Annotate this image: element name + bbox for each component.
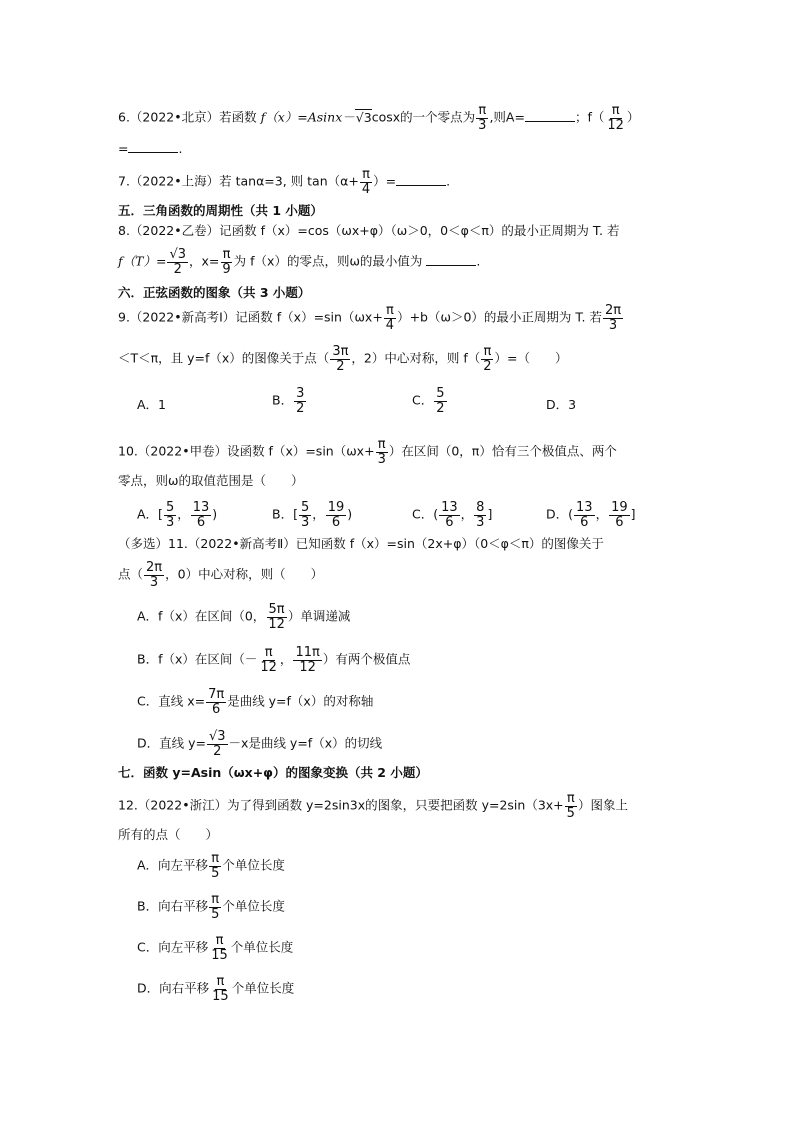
- den: 2: [483, 358, 492, 374]
- q7-line: [118, 168, 450, 196]
- q11-b: ，0）中心对称，则（ ）: [165, 566, 324, 582]
- num: √3: [208, 729, 226, 744]
- fraction-2pi-3: [144, 561, 164, 589]
- q11-a: 点（: [118, 566, 144, 582]
- q6-root3: √3: [355, 109, 372, 125]
- q12-line2: 所有的点（ ）: [118, 827, 219, 842]
- q8-line2: [118, 248, 480, 276]
- q10-option-d: [546, 501, 636, 529]
- num: π: [211, 851, 220, 866]
- fraction: [299, 501, 311, 529]
- text: ）单调递减: [287, 608, 351, 624]
- q6-mid: ,则A=: [489, 109, 525, 125]
- fraction: [294, 387, 306, 415]
- q11-line1: （多选）11.（2022•新高考Ⅱ）已知函数 f（x）=sin（2x+φ）（0＜φ＜π）的图像关于: [118, 536, 604, 551]
- den: 4: [385, 317, 395, 333]
- q12-option-c: [137, 934, 293, 962]
- q6-line2: [118, 140, 182, 158]
- den: 12: [299, 659, 316, 675]
- fraction: [439, 501, 460, 529]
- num: 3π: [332, 344, 349, 359]
- num: 2π: [146, 560, 163, 575]
- num: π: [611, 103, 620, 118]
- label: B．[: [272, 506, 298, 522]
- q9-option-b: [272, 387, 307, 415]
- text: －x是曲线 y=f（x）的切线: [228, 735, 383, 751]
- den: 6: [580, 514, 589, 530]
- den: 15: [211, 947, 228, 963]
- den: 2: [436, 400, 445, 416]
- q10-option-a: [137, 501, 217, 529]
- num: 5π: [268, 602, 285, 617]
- q6-end: .: [178, 141, 183, 156]
- q8-c: 为 f（x）的零点，则ω的最小值为: [233, 253, 423, 269]
- q8-line1: 8.（2022•乙卷）记函数 f（x）=cos（ωx+φ）（ω＞0，0＜φ＜π）的最小正周期为 T. 若: [118, 223, 620, 238]
- q7-text: 7.（2022•上海）若 tanα=3, 则 tan（α+: [118, 173, 359, 189]
- text: 是曲线 y=f（x）的对称轴: [227, 693, 374, 709]
- den: 3: [608, 317, 618, 333]
- den: 3: [165, 514, 175, 530]
- q9-e: ）=（ ）: [494, 350, 568, 366]
- den: 3: [300, 514, 310, 530]
- num: π: [216, 974, 225, 989]
- den: 6: [196, 514, 206, 530]
- q10-b: ）在区间（0，π）恰有三个极值点、两个: [388, 443, 617, 459]
- q9-a: 9.（2022•新高考Ⅰ）记函数 f（x）=sin（ωx+: [118, 309, 383, 325]
- den: 5: [566, 805, 575, 821]
- fraction: [207, 730, 228, 758]
- q12-a: 12.（2022•浙江）为了得到函数 y=2sin3x的图象，只要把函数 y=2sin（3x+: [118, 797, 564, 813]
- num: π: [483, 344, 492, 359]
- q8-end: .: [476, 253, 481, 269]
- q10-line1: [118, 438, 617, 466]
- fraction-3pi-2: [330, 345, 350, 373]
- section-heading: 五．三角函数的周期性（共 1 小题）: [118, 203, 323, 218]
- fraction: [209, 852, 221, 880]
- fraction: [574, 501, 595, 529]
- den: 2: [296, 400, 305, 416]
- num: 2π: [604, 303, 622, 318]
- label: C．(: [412, 506, 439, 522]
- den: 2: [336, 358, 345, 374]
- q9-option-d: D．3: [546, 397, 577, 412]
- q11-option-b: [137, 646, 410, 674]
- text: A．向左平移: [137, 857, 209, 873]
- num: 3: [296, 386, 305, 401]
- q11-option-d: [137, 730, 382, 758]
- q9-line1: [118, 304, 624, 332]
- num: 13: [576, 500, 593, 515]
- q9-line2: [118, 345, 568, 373]
- text: 个单位长度: [222, 898, 285, 914]
- fraction-pi-2: [481, 345, 493, 373]
- text: D．直线 y=: [137, 735, 206, 751]
- text: B．f（x）在区间（－: [137, 651, 258, 667]
- sep: ，: [177, 506, 190, 522]
- num: π: [211, 892, 220, 907]
- num: π: [377, 437, 386, 452]
- q8-a: f（T）=: [118, 253, 167, 269]
- sep: ，: [279, 651, 293, 667]
- den: 6: [331, 514, 341, 530]
- q7-end: .: [446, 173, 451, 189]
- q9-b: ）+b（ω＞0）的最小正周期为 T. 若: [397, 309, 602, 325]
- label: D．(: [546, 506, 574, 522]
- sqrt-3: [355, 109, 372, 127]
- sep: ，: [460, 506, 474, 522]
- den: 2: [213, 743, 222, 759]
- q6-func: f（x）=Asinx－: [260, 109, 355, 125]
- den: 9: [222, 261, 231, 277]
- q7-suffix: ）=: [373, 173, 397, 189]
- den: 12: [268, 616, 285, 632]
- num: 13: [441, 500, 458, 515]
- q6-text: 6.（2022•北京）若函数: [118, 109, 261, 125]
- fraction: [434, 387, 446, 415]
- num: 19: [611, 500, 628, 515]
- den: 2: [173, 261, 182, 277]
- fraction: [191, 501, 212, 529]
- den: 6: [211, 701, 221, 717]
- answer-blank: [426, 253, 476, 266]
- text: B．向右平移: [137, 898, 209, 914]
- num: 8: [476, 500, 485, 515]
- q12-b: ）图象上: [577, 797, 628, 813]
- fraction-2pi-3: [603, 304, 623, 332]
- text: 个单位长度: [222, 857, 285, 873]
- fraction: [210, 975, 231, 1003]
- q10-option-c: [412, 501, 492, 529]
- q8-b: ，x=: [189, 253, 220, 269]
- den: 3: [478, 117, 487, 133]
- den: 3: [149, 574, 159, 590]
- label: A．[: [137, 506, 163, 522]
- fraction: [209, 893, 221, 921]
- q10-option-b: [272, 501, 352, 529]
- fraction-pi-12: [605, 104, 626, 132]
- q12-option-d: [137, 975, 294, 1003]
- num: 11π: [295, 645, 320, 660]
- answer-blank: [396, 173, 446, 186]
- fraction: [258, 646, 279, 674]
- fraction-pi-9: [220, 248, 232, 276]
- fraction: [474, 501, 486, 529]
- text: A．f（x）在区间（0，: [137, 608, 266, 624]
- num: 7π: [208, 687, 225, 702]
- q9-c: ＜T＜π，且 y=f（x）的图像关于点（: [118, 350, 330, 366]
- fraction: [293, 646, 321, 674]
- fraction-pi-5: [565, 792, 577, 820]
- fraction-pi-4: [384, 304, 396, 332]
- den: 6: [615, 514, 624, 530]
- num: √3: [169, 247, 187, 262]
- q6-line1: [118, 104, 639, 132]
- num: π: [566, 791, 575, 806]
- den: 3: [476, 514, 485, 530]
- text: ）有两个极值点: [322, 651, 411, 667]
- text: 个单位长度: [230, 939, 294, 955]
- q9-d: ，2）中心对称，则 f（: [351, 350, 481, 366]
- den: 4: [361, 181, 371, 197]
- fraction: [326, 501, 347, 529]
- answer-blank: [128, 140, 178, 153]
- text: C．直线 x=: [137, 693, 206, 709]
- q11-line2: [118, 561, 323, 589]
- q6-close: ）: [626, 109, 640, 125]
- num: π: [478, 103, 487, 118]
- num: π: [264, 645, 273, 660]
- fraction: [266, 603, 287, 631]
- den: 12: [607, 117, 624, 133]
- fraction: [209, 934, 230, 962]
- fraction-root3-2: [167, 248, 188, 276]
- q9-option-a: A．1: [137, 397, 167, 412]
- answer-blank: [525, 109, 575, 122]
- section-heading: 七．函数 y=Asin（ωx+φ）的图象变换（共 2 小题）: [118, 765, 428, 780]
- num: π: [215, 933, 224, 948]
- q10-line2: 零点，则ω的取值范围是（ ）: [118, 473, 304, 488]
- fraction: [164, 501, 176, 529]
- text: D．向右平移: [137, 980, 210, 996]
- fraction: [609, 501, 630, 529]
- bracket: ): [212, 506, 218, 522]
- label: B．: [272, 392, 294, 408]
- text: 个单位长度: [231, 980, 295, 996]
- den: 5: [211, 906, 220, 922]
- num: π: [386, 303, 394, 318]
- q12-option-b: [137, 893, 285, 921]
- fraction-pi-3: [476, 104, 488, 132]
- q11-option-c: [137, 688, 373, 716]
- num: 5: [436, 386, 445, 401]
- den: 3: [377, 451, 386, 467]
- bracket: ]: [630, 506, 636, 522]
- q12-option-a: [137, 852, 285, 880]
- sep: ，: [312, 506, 325, 522]
- num: 13: [192, 500, 210, 515]
- num: π: [222, 247, 231, 262]
- q9-option-c: [412, 387, 448, 415]
- num: π: [362, 167, 370, 182]
- q6-semi: ；f（: [574, 109, 605, 125]
- fraction: [206, 688, 226, 716]
- bracket: ]: [487, 506, 493, 522]
- den: 5: [211, 865, 220, 881]
- q6-func2: cosx的一个零点为: [371, 109, 476, 125]
- label: C．: [412, 392, 434, 408]
- num: 5: [300, 500, 310, 515]
- text: C．向左平移: [137, 939, 209, 955]
- q12-line1: [118, 792, 628, 820]
- q6-eq: =: [118, 141, 129, 156]
- q10-a: 10.（2022•甲卷）设函数 f（x）=sin（ωx+: [118, 443, 375, 459]
- num: 19: [327, 500, 345, 515]
- num: 5: [165, 500, 175, 515]
- q11-option-a: [137, 603, 350, 631]
- den: 12: [260, 659, 277, 675]
- sep: ，: [595, 506, 609, 522]
- den: 6: [445, 514, 454, 530]
- section-heading: 六．正弦函数的图象（共 3 小题）: [118, 285, 311, 300]
- den: 15: [212, 988, 229, 1004]
- fraction-pi-4: [360, 168, 372, 196]
- fraction-pi-3: [376, 438, 388, 466]
- bracket: ): [347, 506, 353, 522]
